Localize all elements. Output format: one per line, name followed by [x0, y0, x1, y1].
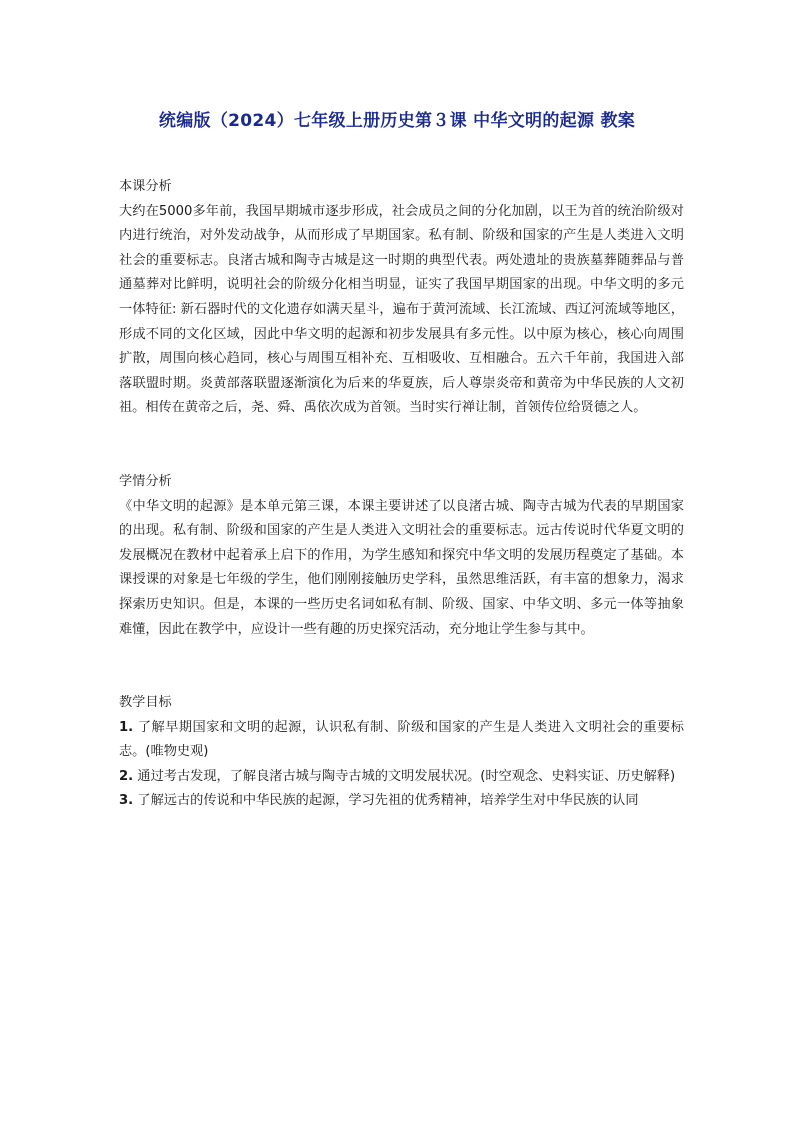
section-heading: 学情分析	[119, 473, 172, 489]
goal-number: 1.	[119, 719, 134, 735]
section-lesson-analysis	[119, 175, 684, 421]
goal-text: 通过考古发现，了解良渚古城与陶寺古城的文明发展状况。(时空观念、史料实证、历史解释)	[137, 768, 676, 784]
goal-item	[119, 789, 684, 814]
goal-text: 了解早期国家和文明的起源，认识私有制、阶级和国家的产生是人类进入文明社会的重要标志。(唯物史观)	[119, 719, 684, 760]
section-teaching-goals	[119, 691, 684, 814]
section-heading: 本课分析	[119, 179, 172, 194]
goal-item	[119, 765, 684, 790]
spacer	[119, 642, 684, 691]
section-paragraph: 大约在5000多年前，我国早期城市逐步形成，社会成员之间的分化加剧，以王为首的统治阶级对内进行统治，对外发动战争，从而形成了早期国家。私有制、阶级和国家的产生是人类进入文明社会的重要标志。良渚古城和陶寺古城是这一时期的典型代表。两处遗址的贵族墓葬随葬品与普通墓葬对比鲜明，说明社会的阶级分化相当明显，证实了我国早期国家的出现。中华文明的多元一体特征: 新石器时代的文化遗存如满天星斗，遍布于黄河流域、长江流域、西辽河流域等地区，形成不同的文化区域，因此中华文明的起源和初步发展具有多元性。以中原为核心，核心向周围扩散，周围向核心趋同，核心与周围互相补充、互相吸收、互相融合。五六千年前，我国进入部落联盟时期。炎黄部落联盟逐渐演化为后来的华夏族，后人尊崇炎帝和黄帝为中华民族的人文初祖。相传在黄帝之后，尧、舜、禹依次成为首领。当时实行禅让制，首领传位给贤德之人。	[119, 203, 684, 416]
spacer	[119, 421, 684, 470]
section-paragraph: 《中华文明的起源》是本单元第三课，本课主要讲述了以良渚古城、陶寺古城为代表的早期国家的出现。私有制、阶级和国家的产生是人类进入文明社会的重要标志。远古传说时代华夏文明的发展概况在教材中起着承上启下的作用，为学生感知和探究中华文明的发展历程奠定了基础。本课授课的对象是七年级的学生，他们刚刚接触历史学科，虽然思维活跃，有丰富的想象力，渴求探索历史知识。但是，本课的一些历史名词如私有制、阶级、国家、中华文明、多元一体等抽象难懂，因此在教学中，应设计一些有趣的历史探究活动，充分地让学生参与其中。	[119, 498, 684, 637]
section-student-analysis	[119, 470, 684, 642]
goal-number: 3.	[119, 793, 134, 809]
section-heading: 教学目标	[119, 695, 172, 711]
document-title: 统编版（2024）七年级上册历史第３课 中华文明的起源 教案	[158, 111, 636, 131]
goal-text: 了解远古的传说和中华民族的起源，学习先祖的优秀精神，培养学生对中华民族的认同	[137, 793, 639, 809]
document-body	[119, 175, 684, 814]
goal-number: 2.	[119, 768, 134, 784]
goal-item	[119, 716, 684, 765]
